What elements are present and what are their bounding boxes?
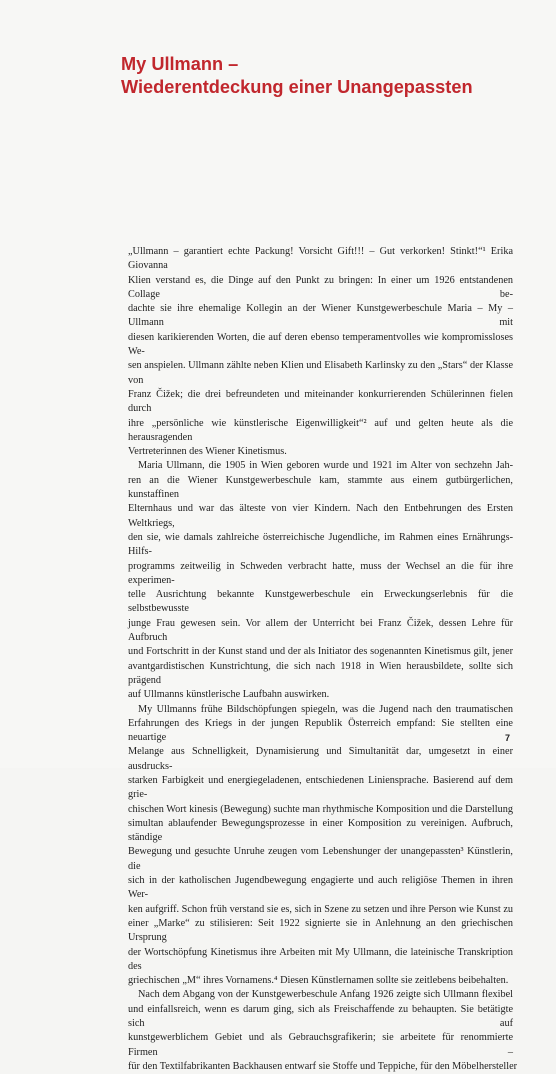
- paragraph-1: [128, 245, 513, 459]
- text-line: programms zeitweilig in Schweden verbracht hatte, muss der Wechsel an die für ihre experimen-: [128, 560, 513, 586]
- title-line-1: My Ullmann –: [121, 54, 239, 74]
- text-line: dachte sie ihre ehemalige Kollegin an der Wiener Kunstgewerbeschule Maria – My – Ullmann mit: [128, 303, 513, 329]
- text-line: einer „Marke“ zu stilisieren: Seit 1922 signierte sie in Anlehnung an den griechischen Ursprung: [128, 917, 513, 944]
- text-line: ren an die Wiener Kunstgewerbeschule kam, stammte aus einem gutbürgerlichen, kunstaffinen: [128, 474, 513, 501]
- text-line: starken Farbigkeit und energiegeladenen, entschiedenen Liniensprache. Basierend auf dem grie-: [128, 774, 513, 801]
- text-line: Maria Ullmann, die 1905 in Wien geboren wurde und 1921 im Alter von sechzehn Jah-: [138, 460, 513, 472]
- text-line: telle Ausrichtung bekannte Kunstgewerbeschule ein Erweckungserlebnis für die selbstbewusste: [128, 589, 513, 615]
- text-line: ihre „persönliche wie künstlerische Eigenwilligkeit“² auf und gelten heute als die herausragenden: [128, 417, 513, 443]
- text-line: Melange aus Schnelligkeit, Dynamisierung und Simultanität dar, umgesetzt in einer ausdrucks-: [128, 746, 513, 772]
- text-line: Vertreterinnen des Wiener Kinetismus.: [128, 446, 287, 458]
- page-number: 7: [505, 733, 511, 743]
- text-line: Franz Čižek; die drei befreundeten und miteinander konkurrierenden Schülerinnen fielen durch: [128, 388, 513, 415]
- text-line: Nach dem Abgang von der Kunstgewerbeschule Anfang 1926 zeigte sich Ullmann flexibel: [138, 989, 513, 1001]
- text-line: junge Frau gewesen sein. Vor allem der Unterricht bei Franz Čižek, dessen Lehre für Aufbruch: [128, 617, 513, 644]
- text-line: „Ullmann – garantiert echte Packung! Vorsicht Gift!!! – Gut verkorken! Stinkt!“¹ Erika Giovanna: [128, 246, 513, 272]
- text-line: sen anspielen. Ullmann zählte neben Klien und Elisabeth Karlinsky zu den „Stars“ der Klasse von: [128, 360, 513, 386]
- paragraph-2: [128, 459, 513, 702]
- text-line: der Wortschöpfung Kinetismus ihre Arbeiten mit My Ullmann, die lateinische Transkription des: [128, 946, 513, 972]
- paragraph-3: [128, 703, 513, 989]
- text-line: kunstgewerblichem Gebiet und als Gebrauchsgrafikerin; sie arbeitete für renommierte Firmen –: [128, 1032, 513, 1058]
- chapter-title: [121, 53, 521, 99]
- text-line: und einfallsreich, wenn es darum ging, sich als Freischaffende zu behaupten. Sie betätigte sich auf: [128, 1003, 513, 1030]
- paragraph-4: [128, 988, 518, 1074]
- text-line: griechischen „M“ ihres Vornamens.⁴ Diesen Künstlernamen sollte sie zeitlebens beibehalten.: [128, 975, 509, 987]
- text-line: My Ullmanns frühe Bildschöpfungen spiegeln, was die Jugend nach den traumatischen: [138, 703, 513, 715]
- text-line: für den Textilfabrikanten Backhausen entwarf sie Stoffe und Teppiche, für den Möbelhersteller: [128, 1060, 518, 1072]
- body-text: [128, 245, 518, 1074]
- text-line: den sie, wie damals zahlreiche österreichische Jugendliche, im Rahmen eines Ernährungs-Hilfs-: [128, 531, 513, 558]
- text-line: avantgardistischen Kunstrichtung, die sich nach 1918 in Wien herausbildete, sollte sich prägend: [128, 660, 513, 686]
- text-line: diesen karikierenden Worten, die auf deren ebenso temperamentvolles wie kompromissloses We-: [128, 331, 513, 358]
- text-line: simultan ablaufender Bewegungsprozesse in einer Komposition zu vereinigen. Aufbruch, ständige: [128, 817, 513, 844]
- text-line: ken aufgriff. Schon früh verstand sie es, sich in Szene zu setzen und ihre Person wie Kunst zu: [128, 903, 513, 915]
- text-line: sich in der katholischen Jugendbewegung engagierte und auch religiöse Themen in ihren Wer-: [128, 875, 513, 901]
- text-line: und Fortschritt in der Kunst stand und der als Initiator des sogenannten Kinetismus gilt, jener: [128, 646, 513, 658]
- text-line: Erfahrungen des Kriegs in der jungen Republik Österreich empfand: Sie stellten eine neuartige: [128, 717, 513, 744]
- title-line-2: Wiederentdeckung einer Unangepassten: [121, 77, 473, 97]
- text-line: auf Ullmanns künstlerische Laufbahn auswirken.: [128, 689, 330, 701]
- text-line: Klien verstand es, die Dinge auf den Punkt zu bringen: In einer um 1926 entstandenen Collage be-: [128, 274, 513, 300]
- text-line: chischen Wort kinesis (Bewegung) suchte man rhythmische Komposition und die Darstellung: [128, 803, 513, 815]
- text-line: Elternhaus und war das älteste von vier Kindern. Nach den Entbehrungen des Ersten Weltkriegs,: [128, 503, 513, 529]
- text-line: Bewegung und gesuchte Unruhe zeugen vom Lebenshunger der unangepassten³ Künstlerin, die: [128, 846, 513, 872]
